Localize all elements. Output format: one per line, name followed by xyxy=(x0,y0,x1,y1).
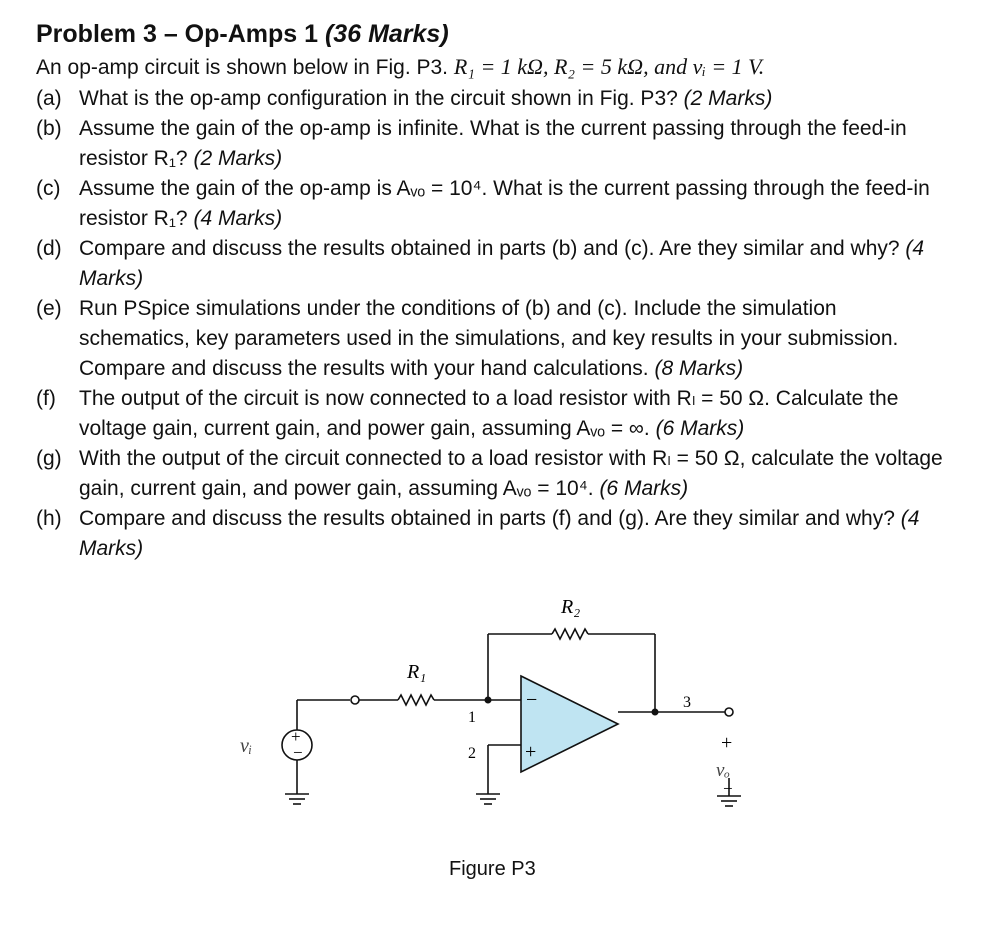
ground-node2 xyxy=(476,794,500,804)
r1-resistor xyxy=(398,695,434,705)
question-label: (c) xyxy=(36,177,61,200)
opamp-plus-sign: + xyxy=(525,741,537,763)
r1-label: R₁ xyxy=(407,661,427,683)
r2-label: R₂ xyxy=(561,596,581,618)
question-text: Assume the gain of the op-amp is infinite. What is the current passing through the feed-in resistor R₁? xyxy=(79,117,907,170)
intro-values: R₁ = 1 kΩ, R₂ = 5 kΩ, and vᵢ = 1 V. xyxy=(453,54,765,79)
output-plus-sign: + xyxy=(721,732,733,754)
question-marks: (4 Marks) xyxy=(193,207,283,230)
question-label: (b) xyxy=(36,117,62,140)
problem-title-marks: (36 Marks) xyxy=(324,20,449,48)
node3-dot xyxy=(652,709,659,716)
input-terminal xyxy=(351,696,359,704)
source-plus-sign: + xyxy=(291,727,301,746)
question-marks: (4 Marks) xyxy=(79,237,925,290)
output-terminal xyxy=(725,708,733,716)
question-text: Assume the gain of the op-amp is Aᵥₒ = 10⁴. What is the current passing through the feed-in resistor R₁? xyxy=(79,177,930,230)
question-text: What is the op-amp configuration in the circuit shown in Fig. P3? xyxy=(79,87,678,110)
opamp-minus-sign: − xyxy=(526,689,538,711)
question-text: The output of the circuit is now connected to a load resistor with Rₗ = 50 Ω. Calculate the voltage gain, current gain, and power gain, assuming Aᵥₒ = ∞. xyxy=(79,387,899,440)
source-minus-sign: − xyxy=(293,743,303,762)
question-label: (f) xyxy=(36,387,56,410)
output-minus-sign: − xyxy=(723,779,733,798)
question-marks: (2 Marks) xyxy=(193,147,283,170)
question-label: (h) xyxy=(36,507,62,530)
vi-label: vᵢ xyxy=(240,735,253,757)
question-text: Run PSpice simulations under the conditions of (b) and (c). Include the simulation schematics, key parameters used in the simulations, and key results in your submission. Compare and discuss the results with your hand calculations. xyxy=(79,297,899,380)
question-label: (e) xyxy=(36,297,62,320)
question-text: Compare and discuss the results obtained in parts (f) and (g). Are they similar and why? xyxy=(79,507,895,530)
question-marks: (8 Marks) xyxy=(654,357,744,380)
vo-label: vₒ xyxy=(716,760,730,781)
question-marks: (2 Marks) xyxy=(683,87,773,110)
node3-label: 3 xyxy=(683,694,691,711)
node1-dot xyxy=(485,697,492,704)
question-marks: (6 Marks) xyxy=(655,417,745,440)
node1-label: 1 xyxy=(468,709,476,726)
question-label: (d) xyxy=(36,237,62,260)
node2-label: 2 xyxy=(468,745,476,762)
problem-title-text: Problem 3 – Op-Amps 1 xyxy=(36,20,319,48)
question-text: Compare and discuss the results obtained in parts (b) and (c). Are they similar and why? xyxy=(79,237,900,260)
ground-source xyxy=(285,794,309,804)
question-marks: (4 Marks) xyxy=(79,507,920,560)
figure-caption: Figure P3 xyxy=(449,858,536,880)
question-marks: (6 Marks) xyxy=(599,477,689,500)
intro-text: An op-amp circuit is shown below in Fig. P3. xyxy=(36,56,449,79)
question-text: With the output of the circuit connected to a load resistor with Rₗ = 50 Ω, calculate the voltage gain, current gain, and power gain, assuming Aᵥₒ = 10⁴. xyxy=(79,447,943,500)
r2-resistor xyxy=(552,629,588,639)
question-label: (a) xyxy=(36,87,62,110)
question-label: (g) xyxy=(36,447,62,470)
